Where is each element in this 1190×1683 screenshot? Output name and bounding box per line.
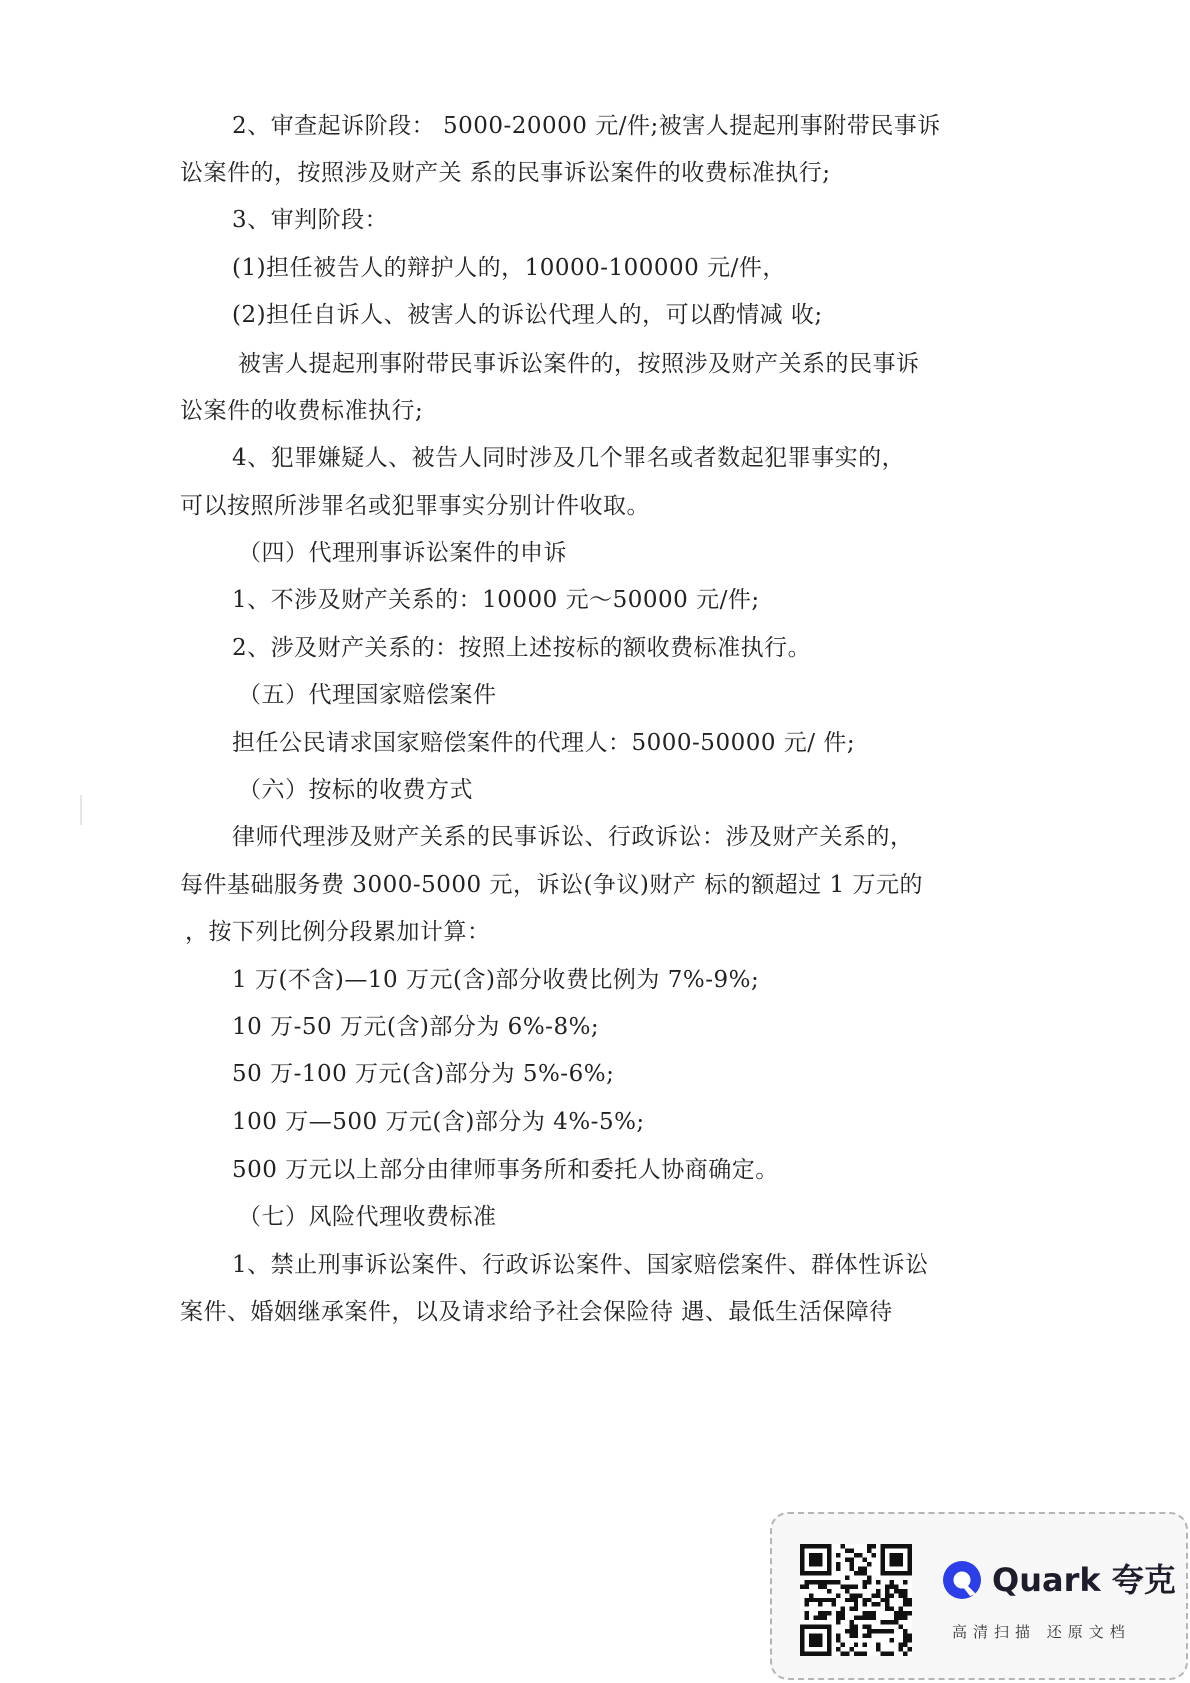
- text-line: 4、犯罪嫌疑人、被告人同时涉及几个罪名或者数起犯罪事实的，: [232, 445, 906, 471]
- text-line: 被害人提起刑事附带民事诉讼案件的，按照涉及财产关系的民事诉: [238, 351, 920, 377]
- text-line: 案件、婚姻继承案件，以及请求给予社会保险待 遇、最低生活保障待: [180, 1299, 893, 1325]
- quark-brand-name: Quark 夸克: [992, 1561, 1176, 1599]
- quark-slogan: 高清扫描 还原文档: [952, 1623, 1131, 1641]
- text-line: 可以按照所涉罪名或犯罪事实分别计件收取。: [180, 493, 650, 519]
- quark-watermark: [770, 1512, 1188, 1680]
- quark-logo-icon: [942, 1560, 982, 1600]
- text-line: 10 万-50 万元(含)部分为 6%-8%;: [232, 1014, 600, 1040]
- text-line: 3、审判阶段：: [232, 207, 389, 233]
- text-line: 2、审查起诉阶段： 5000-20000 元/件;被害人提起刑事附带民事诉: [232, 113, 941, 139]
- text-line: 2、涉及财产关系的：按照上述按标的额收费标准执行。: [232, 635, 812, 661]
- section-heading: （七）风险代理收费标准: [238, 1204, 497, 1230]
- scan-artifact: [80, 795, 82, 825]
- text-line: 律师代理涉及财产关系的民事诉讼、行政诉讼：涉及财产关系的，: [232, 824, 914, 850]
- text-line: (1)担任被告人的辩护人的，10000-100000 元/件，: [232, 255, 786, 281]
- text-line: 讼案件的收费标准执行;: [180, 398, 424, 424]
- text-line: 50 万-100 万元(含)部分为 5%-6%;: [232, 1061, 615, 1087]
- text-line: 担任公民请求国家赔偿案件的代理人：5000-50000 元/ 件;: [232, 730, 856, 756]
- section-heading: （五）代理国家赔偿案件: [238, 682, 497, 708]
- text-line: 100 万—500 万元(含)部分为 4%-5%;: [232, 1109, 645, 1135]
- qr-code-icon: [800, 1544, 912, 1656]
- text-line: 1 万(不含)—10 万元(含)部分收费比例为 7%-9%;: [232, 967, 760, 993]
- text-line: (2)担任自诉人、被害人的诉讼代理人的，可以酌情减 收;: [232, 302, 823, 328]
- section-heading: （六）按标的收费方式: [238, 777, 473, 803]
- text-line: 1、禁止刑事诉讼案件、行政诉讼案件、国家赔偿案件、群体性诉讼: [232, 1252, 929, 1278]
- section-heading: （四）代理刑事诉讼案件的申诉: [238, 540, 567, 566]
- text-line: 1、不涉及财产关系的：10000 元～50000 元/件;: [232, 587, 760, 613]
- text-line: 500 万元以上部分由律师事务所和委托人协商确定。: [232, 1157, 779, 1183]
- text-line: 每件基础服务费 3000-5000 元，诉讼(争议)财产 标的额超过 1 万元的: [180, 872, 923, 898]
- quark-brand: [942, 1556, 1176, 1604]
- text-line: 讼案件的，按照涉及财产关 系的民事诉讼案件的收费标准执行;: [180, 160, 831, 186]
- text-line: ，按下列比例分段累加计算：: [185, 919, 491, 945]
